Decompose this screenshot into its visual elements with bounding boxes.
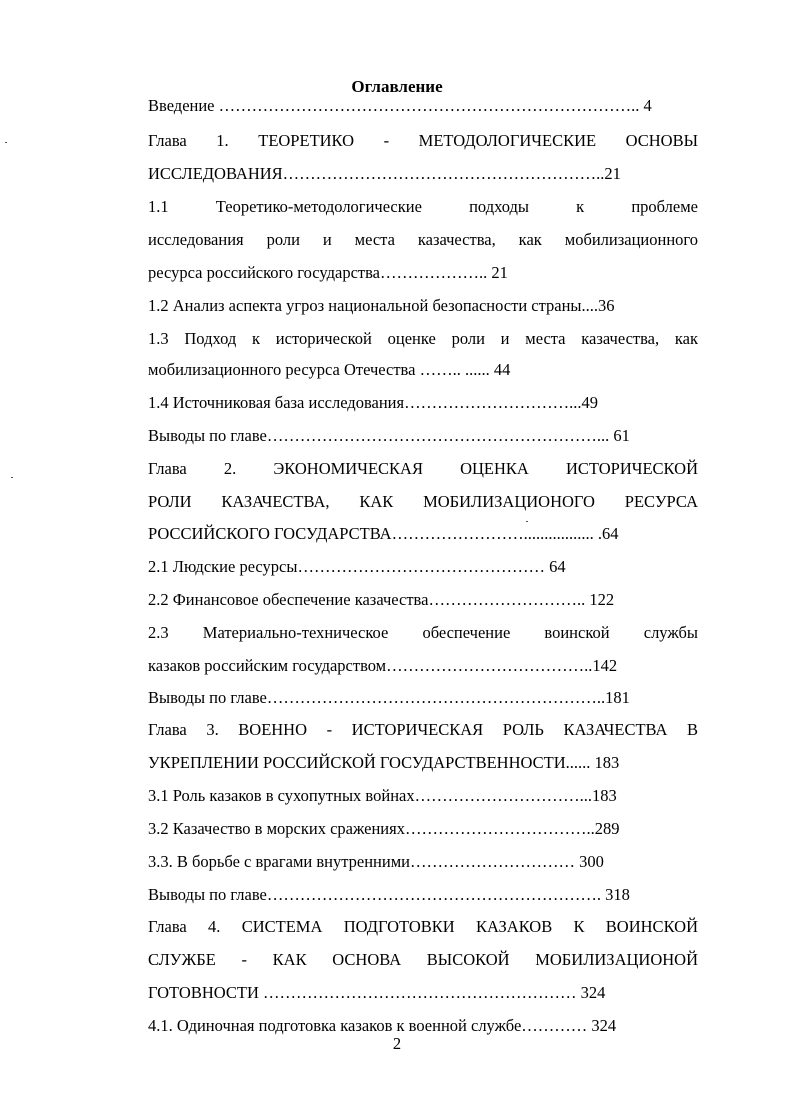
toc-line-chapter-2-conclusions: Выводы по главе……………………………………………………..181 [148,688,630,707]
toc-line-section-1-1-end: ресурса российского государства……………….. 21 [148,263,508,282]
toc-line-chapter-1-conclusions: Выводы по главе……………………………………………………... 61 [148,426,630,445]
toc-line-section-3-2: 3.2 Казачество в морских сражениях……………………………..289 [148,819,620,838]
toc-line-section-1-2: 1.2 Анализ аспекта угроз национальной безопасности страны....36 [148,296,615,315]
toc-line-section-2-3-end: казаков российским государством………………………………..142 [148,656,618,675]
toc-line-chapter-2-heading-end: РОССИЙСКОГО ГОСУДАРСТВА……………………................. .64 [148,524,619,543]
toc-line-chapter-1-heading: Глава 1. ТЕОРЕТИКО - МЕТОДОЛОГИЧЕСКИЕ ОСНОВЫ [148,131,698,150]
toc-line-chapter-2-heading-cont: РОЛИ КАЗАЧЕСТВА, КАК МОБИЛИЗАЦИОНОГО РЕСУРСА [148,492,698,511]
scan-speck [5,142,7,143]
toc-line-section-1-3-end: мобилизационного ресурса Отечества …….. ...... 44 [148,360,511,379]
toc-line-section-1-1: 1.1 Теоретико-методологические подходы к проблеме [148,197,698,216]
toc-line-chapter-4-heading-cont: СЛУЖБЕ - КАК ОСНОВА ВЫСОКОЙ МОБИЛИЗАЦИОНОЙ [148,950,698,969]
toc-line-chapter-4-heading: Глава 4. СИСТЕМА ПОДГОТОВКИ КАЗАКОВ К ВОИНСКОЙ [148,917,698,936]
toc-line-section-1-4: 1.4 Источниковая база исследования…………………………...49 [148,393,598,412]
page-title: Оглавление [351,77,443,96]
toc-line-section-2-3: 2.3 Материально-техническое обеспечение воинской службы [148,623,698,642]
toc-line-section-2-1: 2.1 Людские ресурсы……………………………………… 64 [148,557,566,576]
toc-line-section-3-1: 3.1 Роль казаков в сухопутных войнах…………………………...183 [148,786,617,805]
toc-line-section-3-3: 3.3. В борьбе с врагами внутренними………………………… 300 [148,852,604,871]
toc-line-chapter-4-heading-end: ГОТОВНОСТИ ………………………………………………… 324 [148,983,606,1002]
toc-line-section-1-3: 1.3 Подход к исторической оценке роли и места казачества, как [148,329,698,348]
scan-speck [526,521,528,522]
toc-line-section-1-1-cont: исследования роли и места казачества, как мобилизационного [148,230,698,249]
toc-line-chapter-1-heading-end: ИССЛЕДОВАНИЯ…………………………………………………..21 [148,164,621,183]
toc-line-introduction: Введение ………………………………………………………………….. 4 [148,96,652,115]
toc-line-section-4-1: 4.1. Одиночная подготовка казаков к военной службе………… 324 [148,1016,617,1035]
toc-line-chapter-3-heading: Глава 3. ВОЕННО - ИСТОРИЧЕСКАЯ РОЛЬ КАЗАЧЕСТВА В [148,720,698,739]
toc-line-section-2-2: 2.2 Финансовое обеспечение казачества……………………….. 122 [148,590,615,609]
page-number: 2 [392,1034,402,1053]
toc-line-chapter-2-heading: Глава 2. ЭКОНОМИЧЕСКАЯ ОЦЕНКА ИСТОРИЧЕСКОЙ [148,459,698,478]
toc-line-chapter-3-heading-end: УКРЕПЛЕНИИ РОССИЙСКОЙ ГОСУДАРСТВЕННОСТИ...... 183 [148,753,620,772]
scan-speck [11,477,13,478]
toc-line-chapter-3-conclusions: Выводы по главе……………………………………………………. 318 [148,885,630,904]
